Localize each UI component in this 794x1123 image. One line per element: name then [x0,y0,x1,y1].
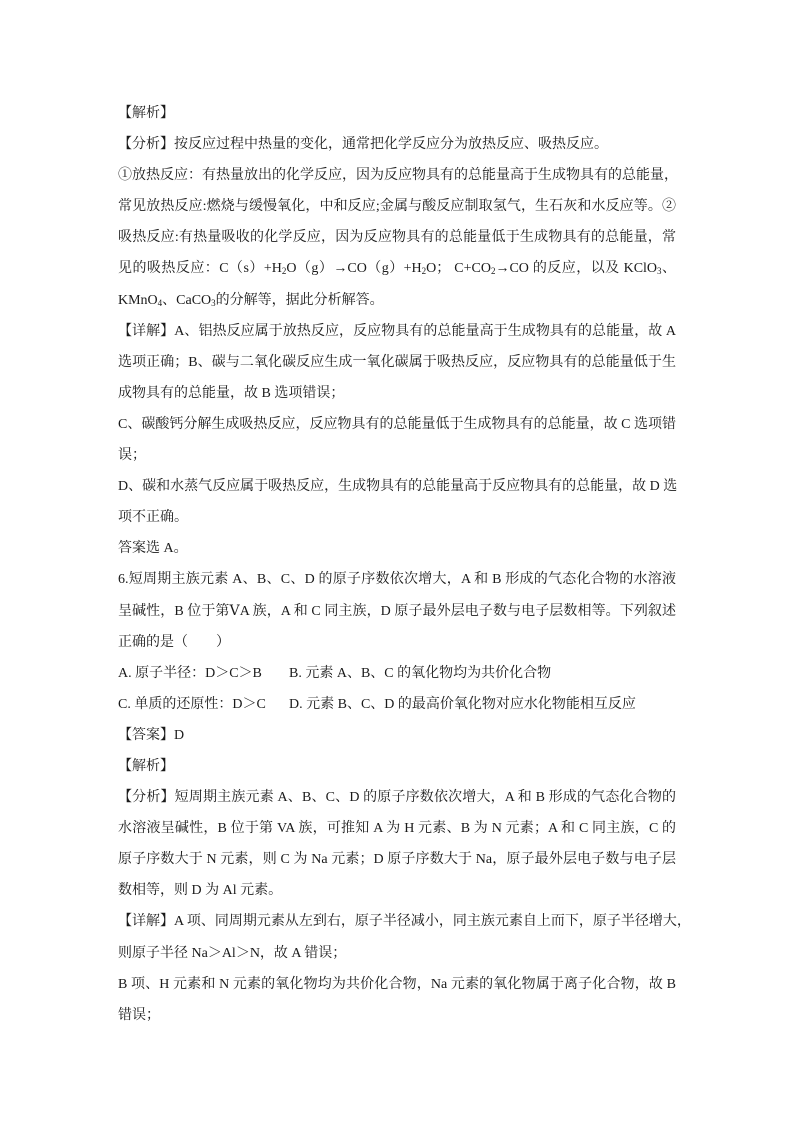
text-segment: C、碳酸钙分解生成吸热反应，反应物具有的总能量低于生成物具有的总能量，故 C 选项错 [118,416,676,432]
subscript: 4 [157,297,163,308]
analysis-heading [118,98,676,129]
subscript: 2 [490,266,496,277]
option-c: C. 单质的还原性：D＞C [118,696,266,712]
text-segment: ①放热反应：有热量放出的化学反应，因为反应物具有的总能量高于生成物具有的总能量， [118,168,678,184]
detail-line [118,378,676,409]
question-6-stem [118,564,676,595]
text-segment: 【分析】短周期主族元素 A、B、C、D 的原子序数依次增大，A 和 B 形成的气态化合物的 [118,790,676,806]
text-segment: 【解析】 [118,106,174,121]
text-segment: 误； [118,448,146,464]
analysis-line [118,222,676,253]
text-segment: →CO 的反应，以及 KClO [495,261,658,277]
analysis-line [118,844,676,875]
text-segment: 选项正确；B、碳与二氧化碳反应生成一氧化碳属于吸热反应，反应物具有的总能量低于生 [118,354,676,370]
text-segment: 【答案】D [118,727,185,743]
option-a: A. 原子半径：D＞C＞B [118,665,262,681]
detail-line [118,502,676,533]
text-segment: 成物具有的总能量，故 B 选项错误； [118,385,345,401]
text-segment: 、CaCO [162,292,212,308]
analysis-line-formula [118,253,676,284]
text-segment: 见的吸热反应：C（s）+H [118,261,282,277]
text-segment: 6.短周期主族元素 A、B、C、D 的原子序数依次增大，A 和 B 形成的气态化合物的水溶液 [118,572,676,588]
detail-line [118,938,676,969]
detail-line [118,471,676,502]
detail-line [118,1000,676,1031]
detail-line [118,969,676,1000]
analysis-line [118,813,676,844]
text-segment: 错误； [118,1007,160,1023]
detail-line [118,347,676,378]
question-6-options-row-2 [118,689,676,720]
question-6-stem [118,596,676,627]
document-page [118,98,691,1031]
text-segment: 的分解等，据此分析解答。 [215,292,384,308]
analysis-line [118,782,676,813]
analysis-line [118,875,676,906]
text-segment: 则原子半径 Na＞Al＞N，故 A 错误； [118,945,347,961]
answer-conclusion [118,533,676,564]
subscript: 3 [211,297,216,308]
analysis-line [118,191,676,222]
answer-label [118,720,676,751]
text-segment: 常见放热反应:燃烧与缓慢氧化，中和反应;金属与酸反应制取氢气，生石灰和水反应等。② [118,199,676,215]
text-segment: 正确的是（ ） [118,634,230,650]
option-d: D. 元素 B、C、D 的最高价氧化物对应水化物能相互反应 [289,696,636,712]
text-segment: KMnO [118,292,158,308]
analysis-line [118,160,676,191]
detail-line [118,440,676,471]
text-segment: 数相等，则 D 为 Al 元素。 [118,883,283,899]
subscript: 3 [657,266,662,277]
text-segment: O（g）→CO（g）+H [286,261,422,277]
subscript: 2 [281,266,287,277]
text-segment: 【分析】按反应过程中热量的变化，通常把化学反应分为放热反应、吸热反应。 [118,137,608,153]
text-segment: 【解析】 [118,758,174,774]
text-segment: 【详解】A、铝热反应属于放热反应，反应物具有的总能量高于生成物具有的总能量，故 A [118,323,676,339]
text-segment: 水溶液呈碱性，B 位于第 VA 族，可推知 A 为 H 元素、B 为 N 元素；A 和 C 同主族，C 的 [118,821,676,837]
text-segment: D、碳和水蒸气反应属于吸热反应，生成物具有的总能量高于反应物具有的总能量，故 D 选 [118,479,678,495]
detail-line [118,409,676,440]
text-segment: 原子序数大于 N 元素，则 C 为 Na 元素；D 原子序数大于 Na，原子最外层电子数与电子层 [118,852,676,868]
analysis-line [118,129,676,160]
text-segment: 、 [661,261,677,277]
text-segment: 答案选 A。 [118,541,188,557]
analysis-line-formula [118,285,676,316]
text-segment: B 项、H 元素和 N 元素的氧化物均为共价化合物，Na 元素的氧化物属于离子化合物，故 B [118,976,676,992]
text-segment: 呈碱性，B 位于第ⅤA 族，A 和 C 同主族，D 原子最外层电子数与电子层数相等。下列叙述 [118,603,676,619]
text-segment: 吸热反应:有热量吸收的化学反应，因为反应物具有的总能量低于生成物具有的总能量，常 [118,230,676,246]
question-6-options-row-1 [118,658,676,689]
analysis-heading [118,751,676,782]
text-segment: 【详解】A 项、同周期元素从左到右，原子半径减小，同主族元素自上而下，原子半径增大， [118,914,691,930]
subscript: 2 [421,266,427,277]
option-b: B. 元素 A、B、C 的氧化物均为共价化合物 [289,665,552,681]
detail-line [118,906,691,937]
question-6-stem [118,627,676,658]
text-segment: O； C+CO [426,261,491,277]
detail-line [118,316,676,347]
text-segment: 项不正确。 [118,510,188,526]
